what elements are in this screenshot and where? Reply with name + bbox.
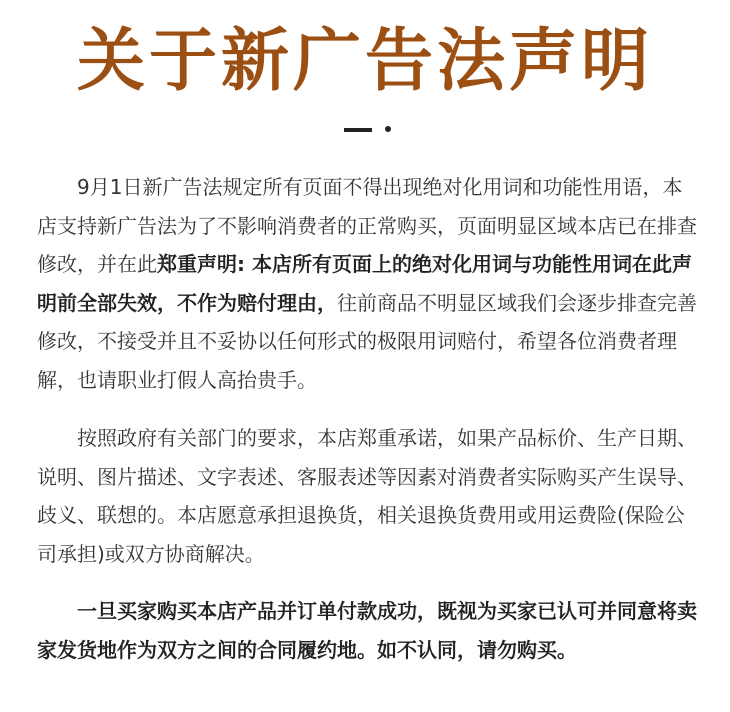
title-divider-line [344, 128, 372, 132]
paragraph-3-text: 一旦买家购买本店产品并订单付款成功，既视为买家已认可并同意将卖家发货地作为双方之间的合同履约地。如不认同，请勿购买。 [37, 599, 697, 662]
paragraph-1-text-a: 9月1日新广告法规定所有页面不得出现绝对化用词和功能性用语，本店支持新广告法为了不影响消费者的正常购买，页面明显区域本店已在排查修改，并在此 [37, 175, 697, 276]
statement-paragraph-2 [37, 419, 702, 573]
paragraph-1-bold-declaration: 郑重声明: 本店所有页面上的绝对化用词与功能性用词在此声明前全部失效，不作为赔付理由， [37, 252, 692, 315]
page-title: 关于新广告法声明 [76, 22, 653, 101]
title-divider-dot [385, 126, 391, 132]
statement-paragraph-1 [37, 168, 702, 399]
paragraph-1-text-b: 往前商品不明显区域我们会逐步排查完善修改，不接受并且不妥协以任何形式的极限用词赔付，希望各位消费者理解，也请职业打假人高抬贵手。 [37, 290, 697, 392]
statement-paragraph-3 [37, 592, 702, 669]
paragraph-2-text: 按照政府有关部门的要求，本店郑重承诺，如果产品标价、生产日期、说明、图片描述、文字表述、客服表述等因素对消费者实际购买产生误导、歧义、联想的。本店愿意承担退换货，相关退换货费用或用运费险(保险公司承担)或双方协商解决。 [37, 426, 697, 566]
